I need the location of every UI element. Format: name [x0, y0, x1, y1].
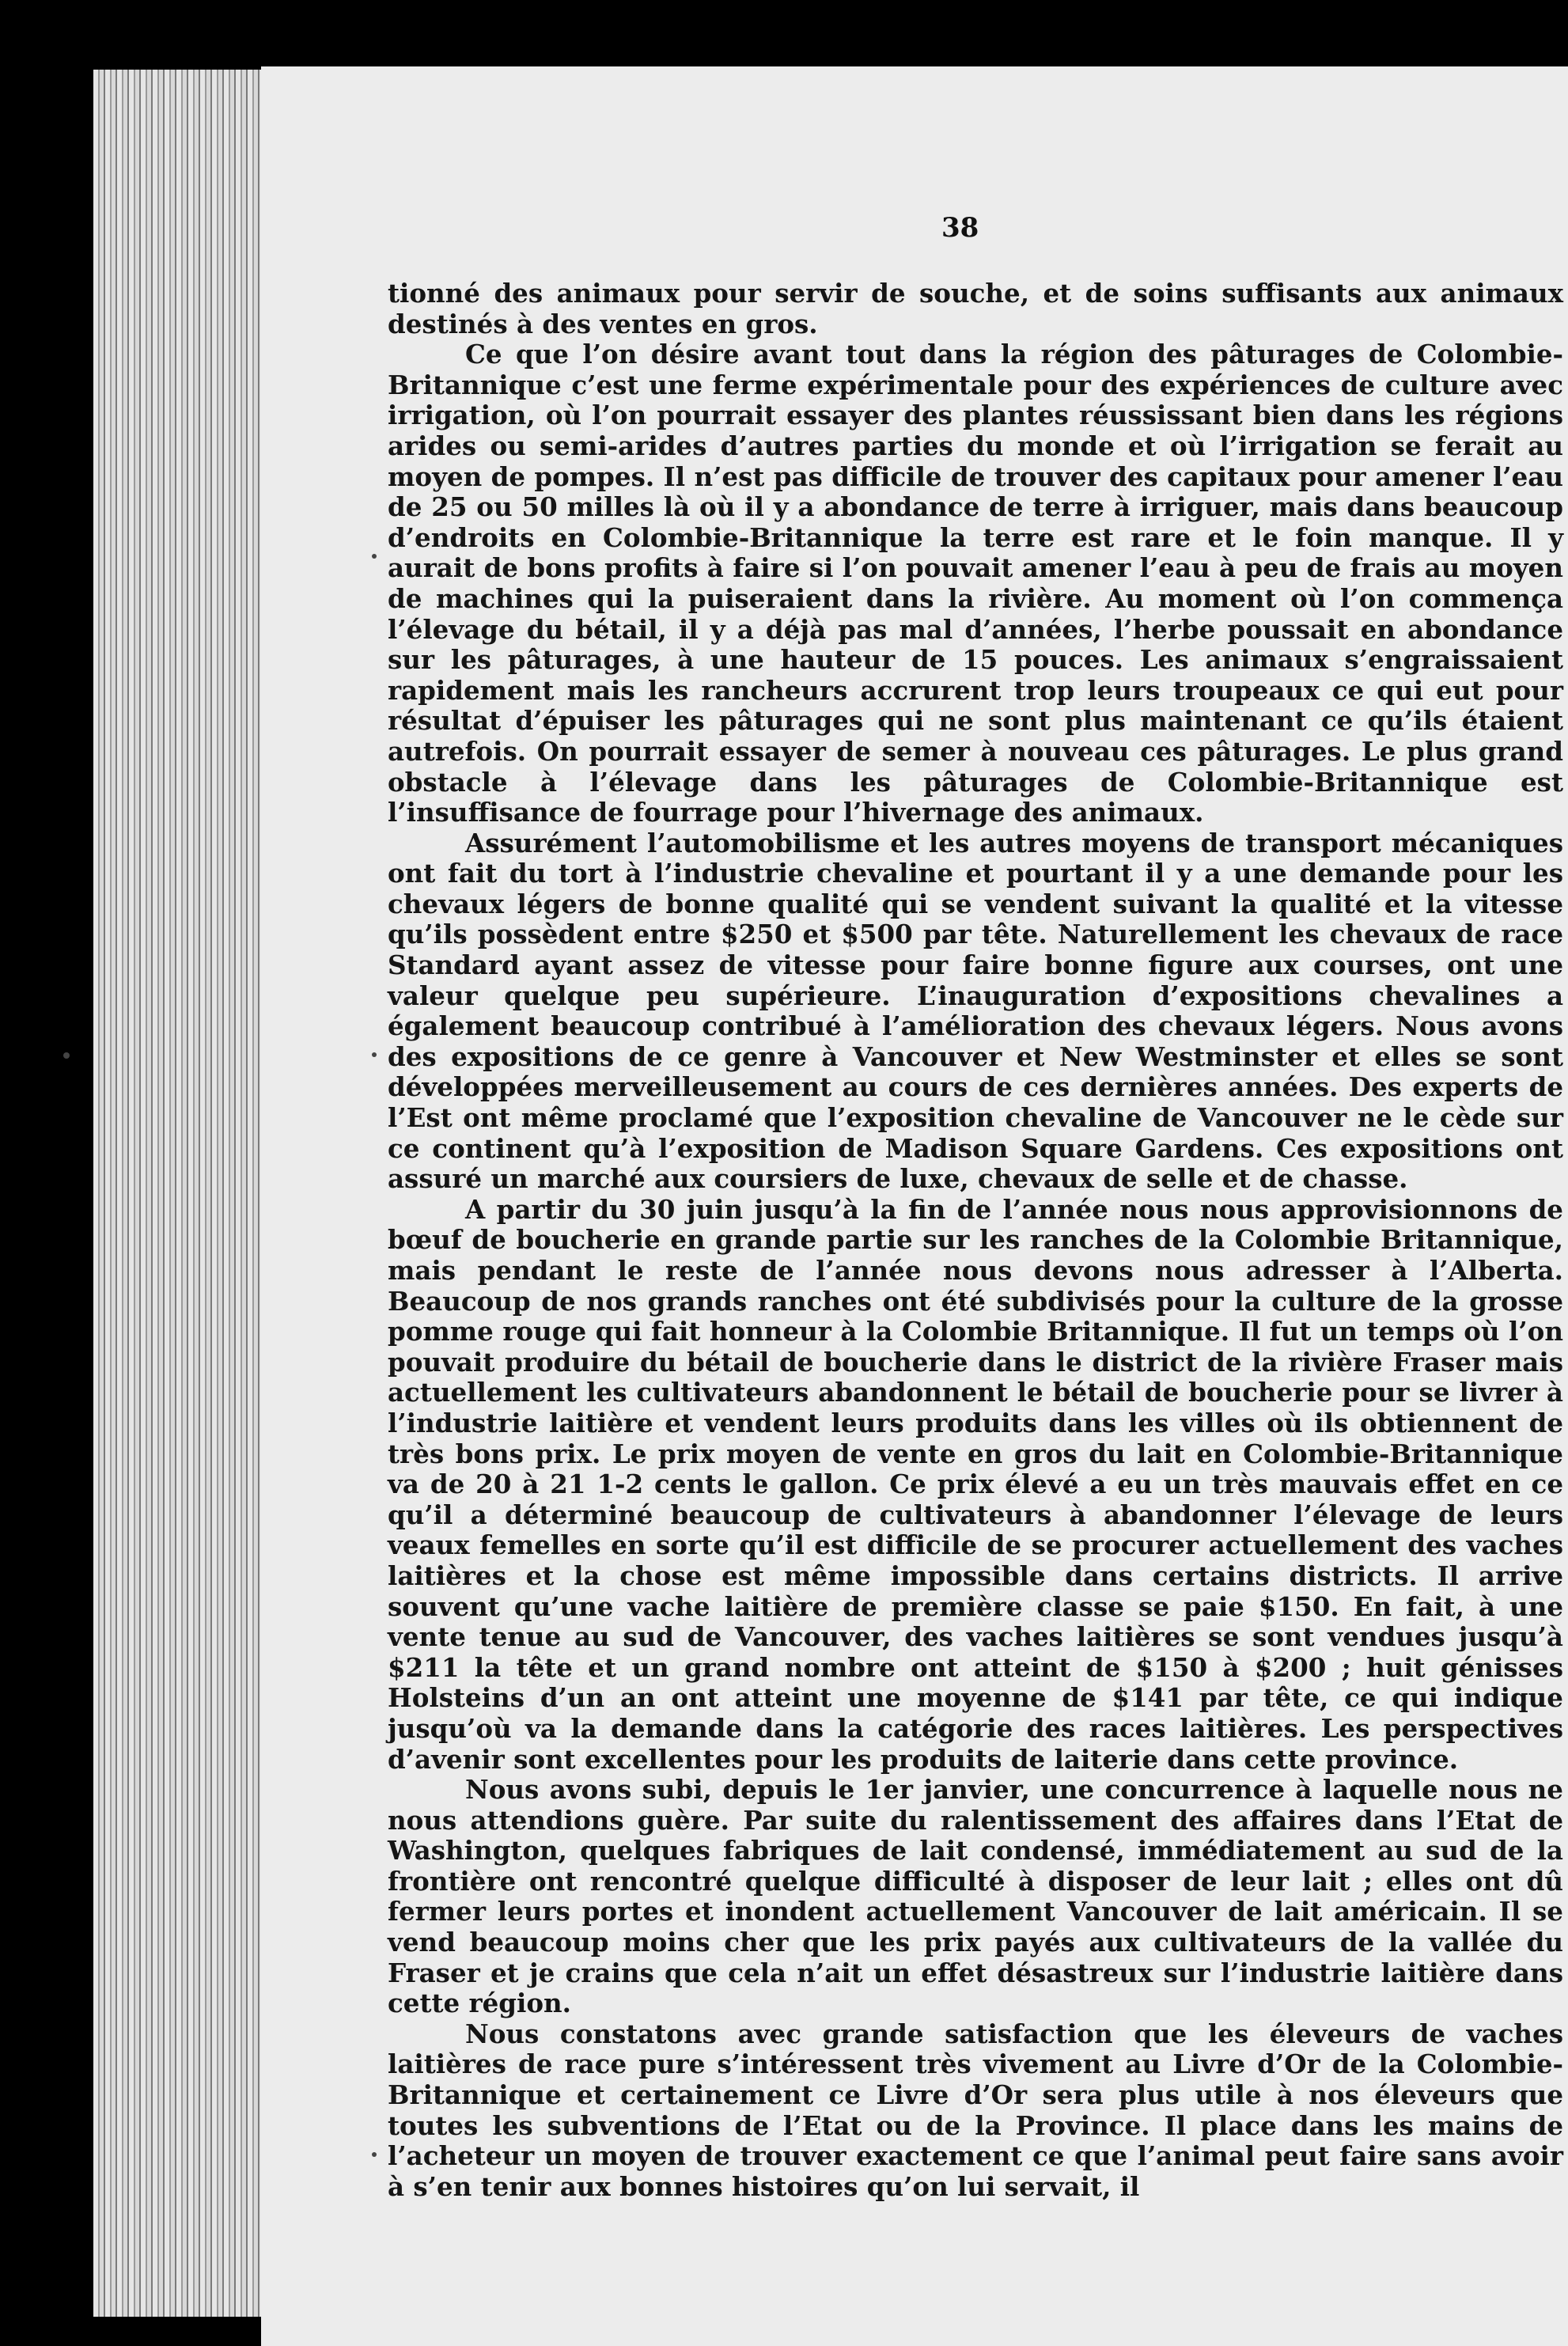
paragraph-irrigation: Ce que l’on désire avant tout dans la région des pâturages de Colombie-Britannique c’est une ferme expérimentale pour des expériences de culture avec irrigation, où l’on pourrait essayer des plantes réussissant bien dans les régions arides ou semi-arides d’autres parties du monde et où l’irrigation se ferait au moyen de pompes. Il n’est pas difficile de trouver des capitaux pour amener l’eau de 25 ou 50 milles là où il y a abondance de terre à irriguer, mais dans beaucoup d’endroits en Colombie-Britannique la terre est rare et le foin manque. Il y aurait de bons profits à faire si l’on pouvait amener l’eau à peu de frais au moyen de machines qui la puiseraient dans la rivière. Au moment où l’on commença l’élevage du bétail, il y a déjà pas mal d’années, l’herbe poussait en abondance sur les pâturages, à une hauteur de 15 pouces. Les animaux s’engraissaient rapidement mais les rancheurs accrurent trop leurs troupeaux ce qui eut pour résultat d’épuiser les pâturages qui ne sont plus maintenant ce qu’ils étaient autrefois. On pourrait essayer de semer à nouveau ces pâturages. Le plus grand obstacle à l’élevage dans les pâturages de Colombie-Britannique est l’insuffisance de fourrage pour l’hivernage des animaux. — [388, 339, 1563, 828]
scan-speck — [63, 1052, 70, 1059]
scan-speck — [372, 1052, 377, 1057]
stacked-page-edges — [93, 70, 283, 2317]
paragraph-continuation: tionné des animaux pour servir de souche, et de soins suffisants aux animaux destinés à des ventes en gros. — [388, 278, 1563, 339]
paragraph-competition: Nous avons subi, depuis le 1er janvier, une concurrence à laquelle nous ne nous attendions guère. Par suite du ralentissement des affaires dans l’Etat de Washington, quelques fabriques de lait condensé, immédiatement au sud de la frontière ont rencontré quelque difficulté à disposer de leur lait ; elles ont dû fermer leurs portes et inondent actuellement Vancouver de lait américain. Il se vend beaucoup moins cher que les prix payés aux cultivateurs de la vallée du Fraser et je crains que cela n’ait un effet désastreux sur l’industrie laitière dans cette région. — [388, 1774, 1563, 2019]
paragraph-horses: Assurément l’automobilisme et les autres moyens de transport mécaniques ont fait du tort à l’industrie chevaline et pourtant il y a une demande pour les chevaux légers de bonne qualité qui se vendent suivant la qualité et la vitesse qu’ils possèdent entre $250 et $500 par tête. Naturellement les chevaux de race Standard ayant assez de vitesse pour faire bonne figure aux courses, ont une valeur quelque peu supérieure. L’inauguration d’expositions chevalines a également beaucoup contribué à l’amélioration des chevaux légers. Nous avons des expositions de ce genre à Vancouver et New Westminster et elles se sont développées merveilleusement au cours de ces dernières années. Des experts de l’Est ont même proclamé que l’exposition chevaline de Vancouver ne le cède sur ce continent qu’à l’exposition de Madison Square Gardens. Ces expositions ont assuré un marché aux coursiers de luxe, chevaux de selle et de chasse. — [388, 827, 1563, 1195]
scan-speck — [372, 2152, 377, 2157]
scan-speck — [372, 554, 377, 559]
body-text — [388, 279, 1563, 2202]
page-number: 38 — [941, 212, 979, 244]
paragraph-beef-dairy: A partir du 30 juin jusqu’à la fin de l’année nous nous approvisionnons de bœuf de boucherie en grande partie sur les ranches de la Colombie Britannique, mais pendant le reste de l’année nous devons nous adresser à l’Alberta. Beaucoup de nos grands ranches ont été subdivisés pour la culture de la grosse pomme rouge qui fait honneur à la Colombie Britannique. Il fut un temps où l’on pouvait produire du bétail de boucherie dans le district de la rivière Fraser mais actuellement les cultivateurs abandonnent le bétail de boucherie pour se livrer à l’industrie laitière et vendent leurs produits dans les villes où ils obtiennent de très bons prix. Le prix moyen de vente en gros du lait en Colombie-Britannique va de 20 à 21 1-2 cents le gallon. Ce prix élevé a eu un très mauvais effet en ce qu’il a déterminé beaucoup de cultivateurs à abandonner l’élevage de leurs veaux femelles en sorte qu’il est difficile de se procurer actuellement des vaches laitières et la chose est même impossible dans certains districts. Il arrive souvent qu’une vache laitière de première classe se paie $150. En fait, à une vente tenue au sud de Vancouver, des vaches laitières se sont vendues jusqu’à $211 la tête et un grand nombre ont atteint de $150 à $200 ; huit génisses Holsteins d’un an ont atteint une moyenne de $141 par tête, ce qui indique jusqu’où va la demande dans la catégorie des races laitières. Les perspectives d’avenir sont excellentes pour les produits de laiterie dans cette province. — [388, 1193, 1563, 1775]
paragraph-herd-book: Nous constatons avec grande satisfaction que les éleveurs de vaches laitières de race pure s’intéressent très vivement au Livre d’Or de la Colombie-Britannique et certainement ce Livre d’Or sera plus utile à nos éleveurs que toutes les subventions de l’Etat ou de la Province. Il place dans les mains de l’acheteur un moyen de trouver exactement ce que l’animal peut faire sans avoir à s’en tenir aux bonnes histoires qu’on lui servait, il — [388, 2018, 1563, 2202]
